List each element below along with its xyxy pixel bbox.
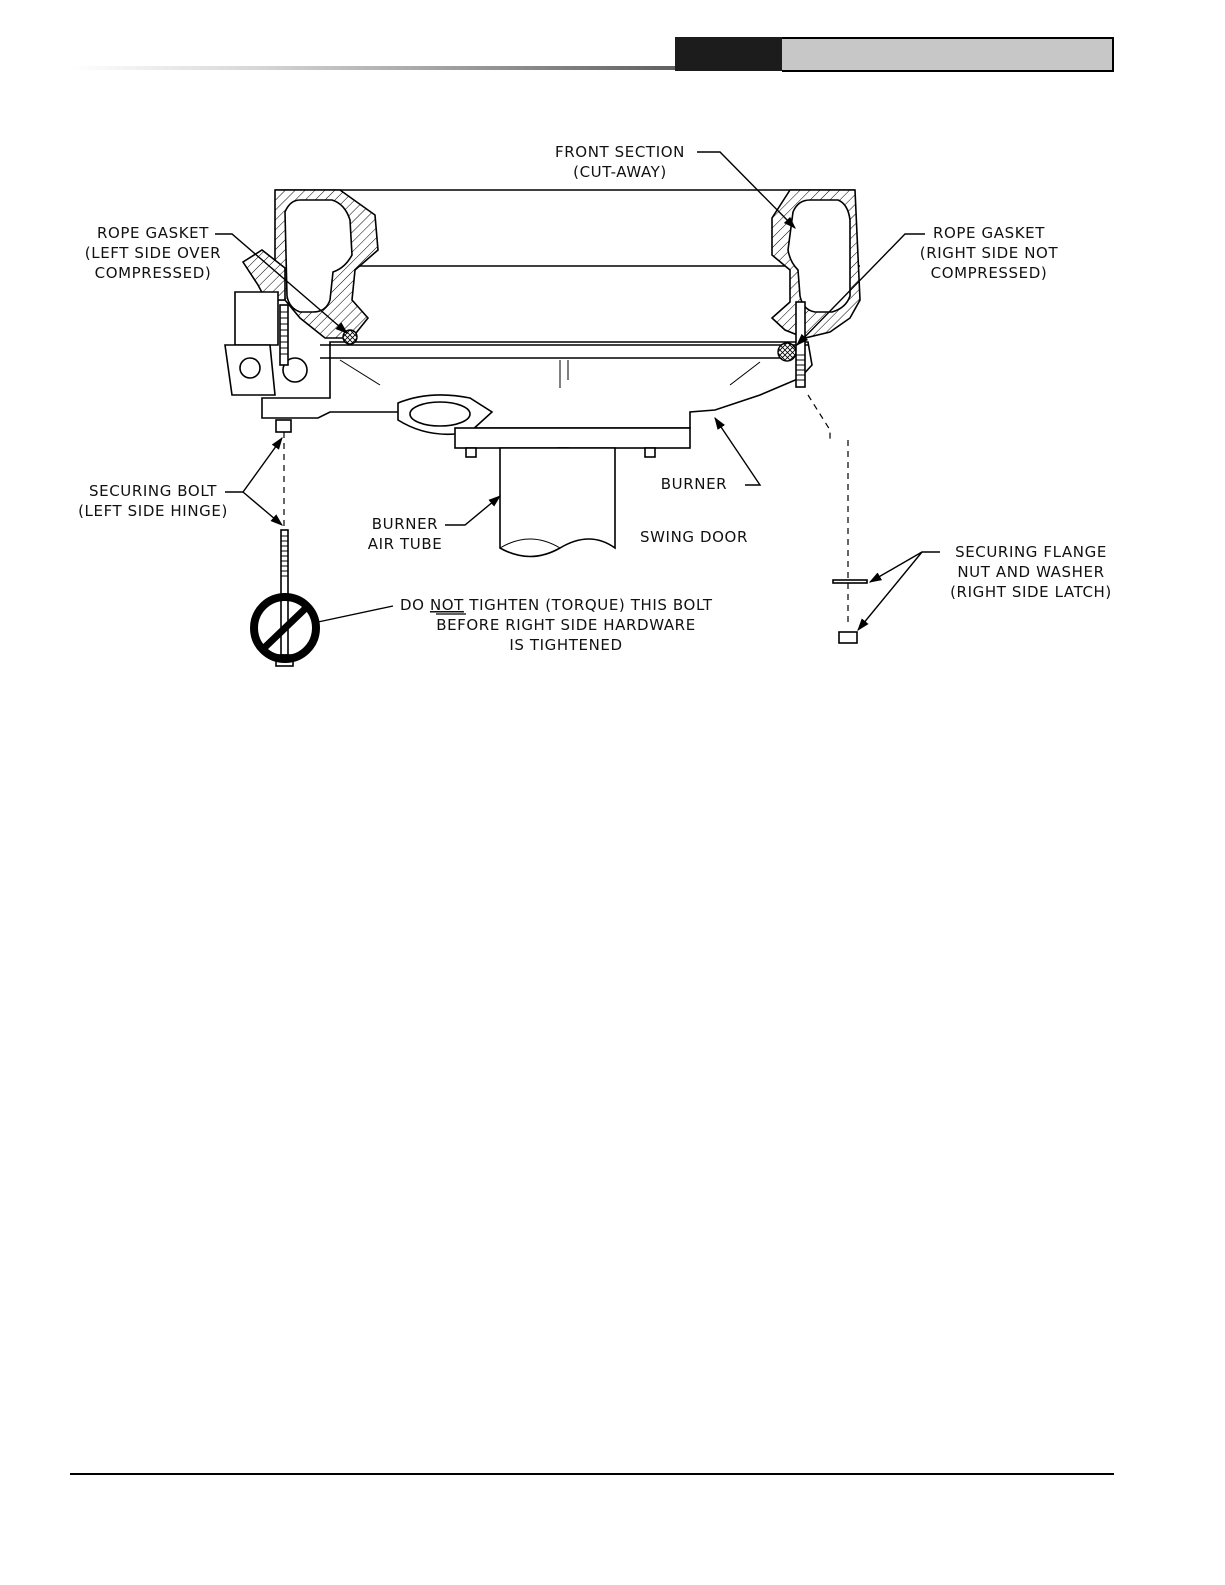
warning-emphasis: NOT (429, 596, 464, 614)
label-warning-1 (400, 596, 713, 614)
label-burner-air-tube-2: AIR TUBE (367, 535, 443, 553)
footer-rule (70, 1473, 1114, 1475)
label-front-section-2: (CUT-AWAY) (573, 163, 667, 181)
label-rope-gasket-right-1: ROPE GASKET (932, 224, 1046, 242)
label-warning-2: BEFORE RIGHT SIDE HARDWARE (436, 616, 696, 634)
label-securing-flange-3: (RIGHT SIDE LATCH) (950, 583, 1112, 601)
label-front-section-1: FRONT SECTION (555, 143, 685, 161)
label-securing-bolt-1: SECURING BOLT (89, 482, 217, 500)
rope-gasket-right (778, 343, 796, 361)
label-rope-gasket-left-2: (LEFT SIDE OVER (84, 244, 222, 262)
label-rope-gasket-right-3: COMPRESSED) (930, 264, 1048, 282)
warning-prefix: DO (400, 596, 430, 614)
label-burner-swing-door-2: SWING DOOR (640, 528, 748, 546)
label-securing-flange-1: SECURING FLANGE (955, 543, 1107, 561)
label-rope-gasket-left-1: ROPE GASKET (96, 224, 210, 242)
warning-rest: TIGHTEN (TORQUE) THIS BOLT (463, 596, 713, 614)
label-rope-gasket-right-2: (RIGHT SIDE NOT (919, 244, 1059, 262)
label-burner-swing-door-1: BURNER (660, 475, 728, 493)
label-securing-bolt-2: (LEFT SIDE HINGE) (78, 502, 228, 520)
label-rope-gasket-left-3: COMPRESSED) (94, 264, 212, 282)
label-burner-air-tube-1: BURNER (371, 515, 439, 533)
burner-air-tube (500, 448, 615, 557)
label-warning-3: IS TIGHTENED (509, 636, 623, 654)
flange-nut (839, 632, 857, 643)
flange-washer (833, 580, 867, 583)
label-securing-flange-2: NUT AND WASHER (957, 563, 1105, 581)
